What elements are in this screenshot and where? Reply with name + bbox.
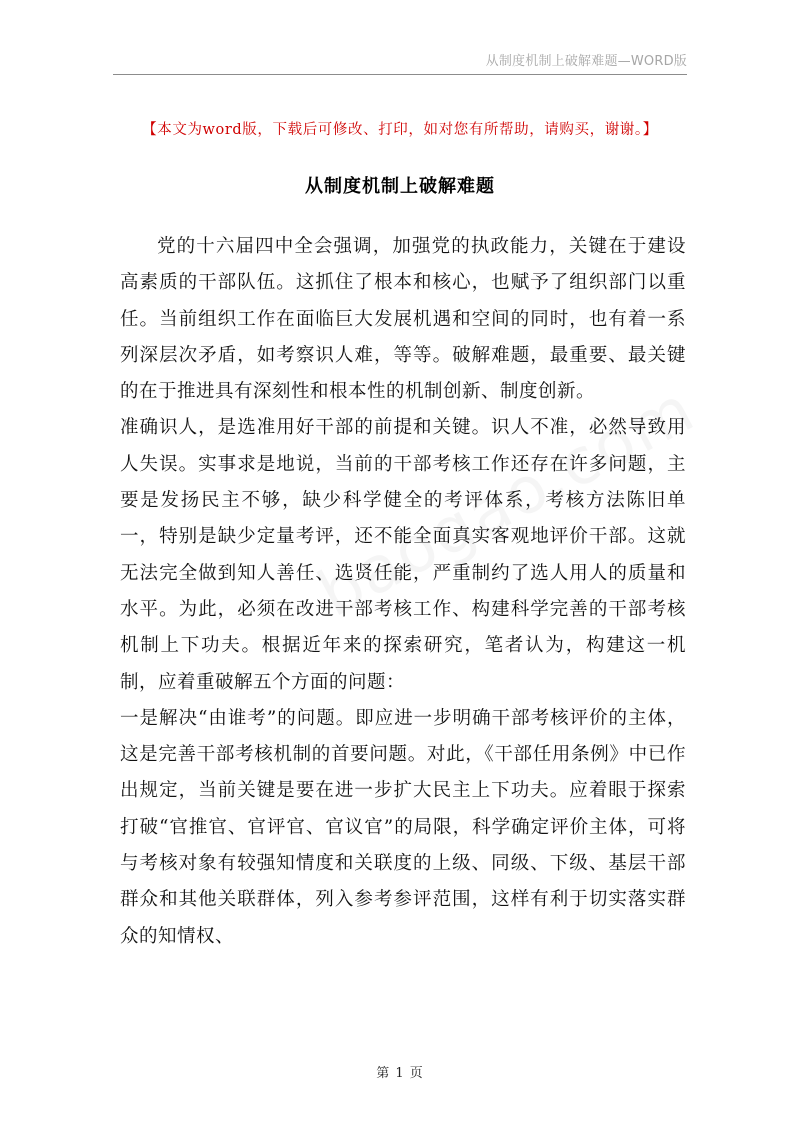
paragraph-who-evaluates: 一是解决“由谁考”的问题。即应进一步明确干部考核评价的主体，这是完善干部考核机制的首要问题。对此，《干部任用条例》中已作出规定，当前关键是要在进一步扩大民主上下功夫。应着眼于探索打破“官推官、官评官、官议官”的局限，科学确定评价主体，可将与考核对象有较强知情度和关联度的上级、同级、下级、基层干部群众和其他关联群体，列入参考参评范围，这样有利于切实落实群众的知情权、 — [120, 707, 686, 947]
paragraph-identify-people: 准确识人，是选准用好干部的前提和关键。识人不准，必然导致用人失误。实事求是地说，当前的干部考核工作还存在许多问题，主要是发扬民主不够，缺少科学健全的考评体系，考核方法陈旧单一，特别是缺少定量考评，还不能全面真实客观地评价干部。这就无法完全做到知人善任、选贤任能，严重制约了选人用人的质量和水平。为此，必须在改进干部考核工作、构建科学完善的干部考核机制上下功夫。根据近年来的探索研究，笔者认为，构建这一机制，应着重破解五个方面的问题： — [120, 417, 686, 693]
running-header: 从制度机制上破解难题—WORD版 — [485, 54, 687, 69]
page-number: 第 1 页 — [376, 1066, 424, 1081]
document-title: 从制度机制上破解难题 — [305, 176, 495, 197]
header-rule — [113, 74, 687, 75]
document-body — [120, 229, 686, 955]
download-notice: 【本文为word版，下载后可修改、打印，如对您有所帮助，请购买，谢谢。】 — [142, 122, 658, 138]
paragraph-intro: 党的十六届四中全会强调，加强党的执政能力，关键在于建设高素质的干部队伍。这抓住了根本和核心，也赋予了组织部门以重任。当前组织工作在面临巨大发展机遇和空间的同时，也有着一系列深层次矛盾，如考察识人难，等等。破解难题，最重要、最关键的在于推进具有深刻性和根本性的机制创新、制度创新。 — [120, 236, 686, 403]
